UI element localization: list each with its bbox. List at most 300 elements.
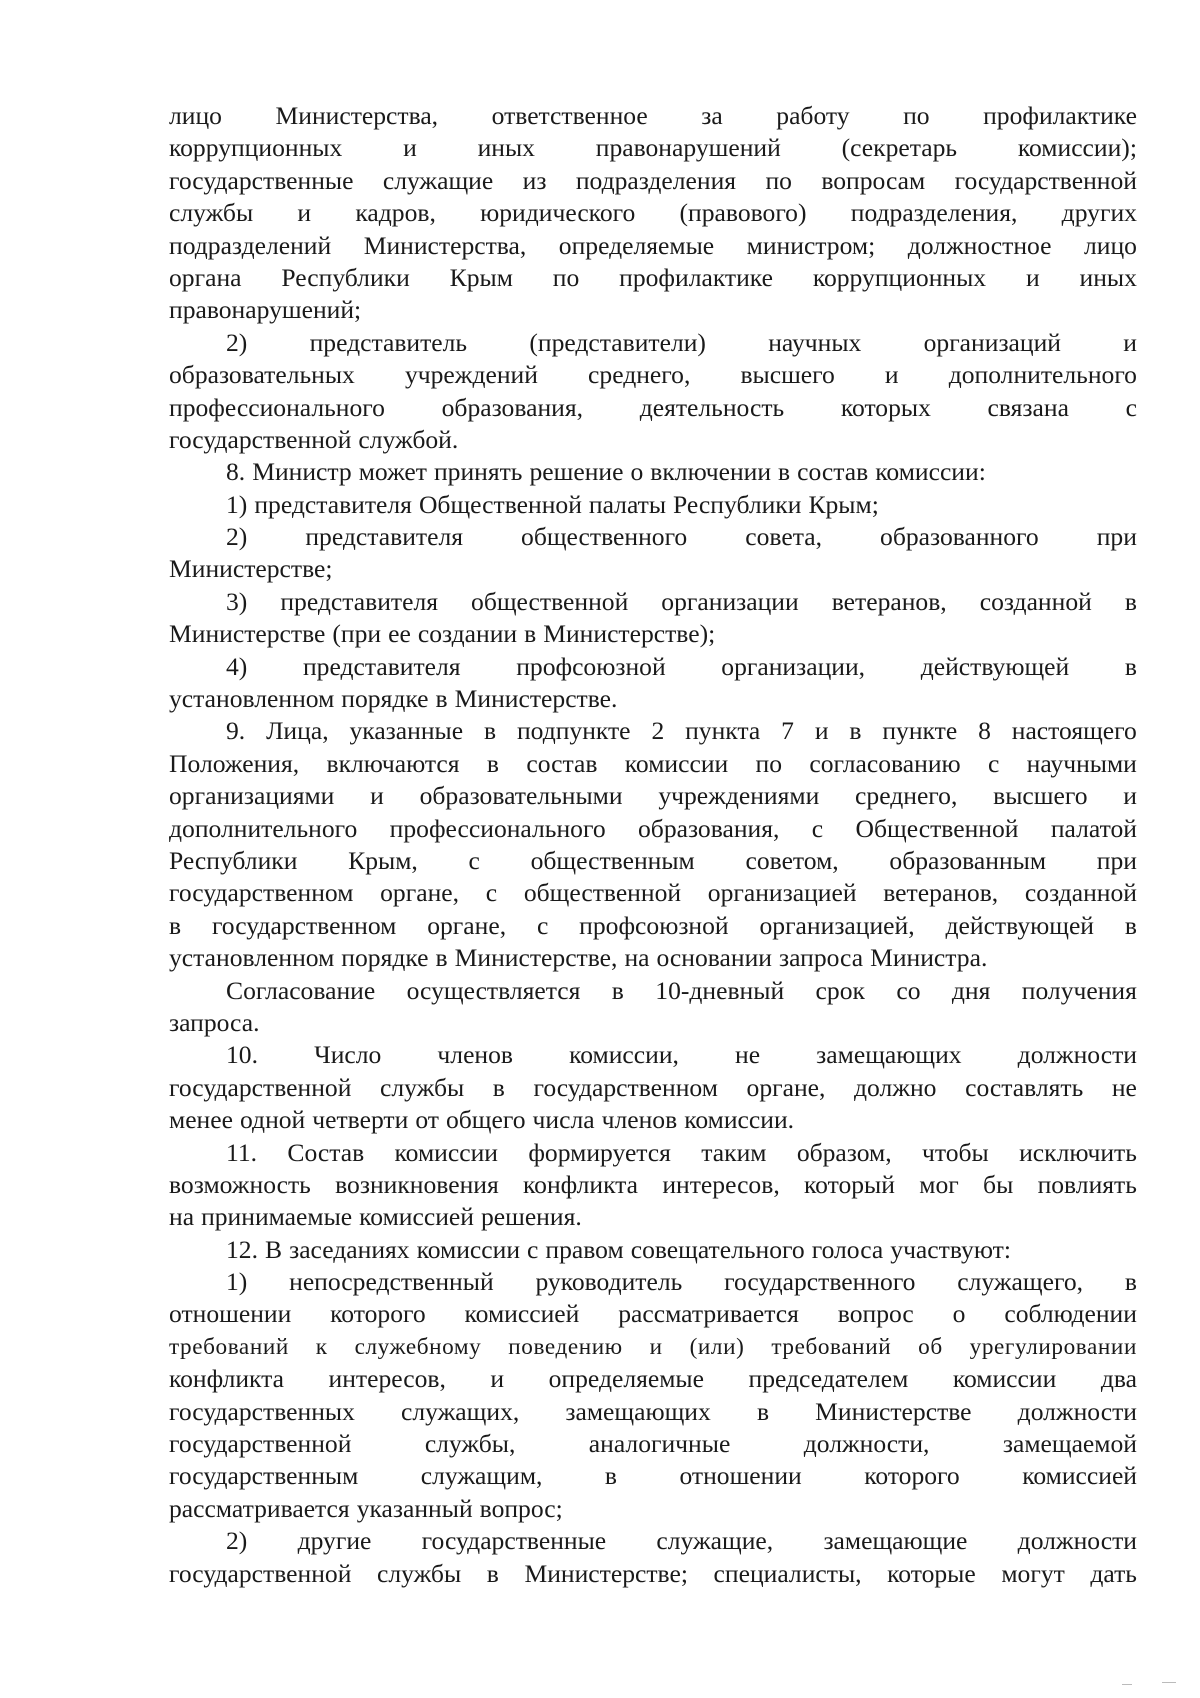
word: которые	[887, 1558, 976, 1588]
word: Республики	[281, 262, 410, 292]
word: другие	[297, 1526, 372, 1556]
word: органе,	[380, 878, 460, 908]
text-line	[169, 165, 1137, 197]
word: организаций	[923, 327, 1061, 357]
word: Министр	[252, 457, 352, 487]
word: лицо	[169, 101, 222, 130]
word: государственной	[169, 1429, 352, 1459]
text-line	[169, 942, 1137, 974]
word: Общественной	[418, 489, 582, 519]
word: организацией	[707, 878, 857, 908]
word: состав	[797, 457, 869, 487]
word: со	[896, 975, 921, 1005]
word: профессионального	[169, 392, 385, 422]
word: конфликта	[169, 1364, 284, 1394]
word: пункта	[685, 716, 761, 746]
word: к	[315, 1333, 328, 1360]
word: служебному	[354, 1333, 482, 1360]
word: научных	[768, 327, 862, 357]
word: должности	[1017, 1396, 1137, 1426]
word: подразделений	[169, 230, 332, 260]
text-line	[169, 618, 1137, 650]
word: и	[884, 360, 899, 390]
word: организации	[661, 586, 799, 616]
word: о	[630, 457, 644, 487]
word: которого	[864, 1461, 960, 1491]
word: государственной	[169, 1558, 352, 1588]
word: решение	[529, 457, 624, 487]
word: формируется	[528, 1137, 671, 1167]
word: иных	[477, 133, 535, 163]
word: созданной	[1024, 878, 1137, 908]
word: Министерстве;	[524, 1558, 688, 1588]
word: совещательного	[630, 1234, 805, 1264]
word: коррупционных	[169, 133, 343, 163]
word: комиссии,	[569, 1040, 679, 1070]
word: с	[536, 910, 549, 940]
text-line	[169, 975, 1137, 1007]
text-line	[169, 877, 1137, 909]
word: который	[804, 1169, 895, 1199]
word: голоса	[811, 1234, 884, 1264]
word: состав	[526, 748, 598, 778]
text-line	[169, 1266, 1137, 1298]
word: в	[169, 910, 182, 940]
text-line	[169, 910, 1137, 942]
word: работу	[776, 101, 850, 130]
word: с	[527, 1234, 539, 1264]
word: служащих,	[401, 1396, 520, 1426]
word: правом	[545, 1234, 624, 1264]
word: Министерстве);	[543, 619, 716, 649]
text-line	[169, 1104, 1137, 1136]
word: В	[265, 1234, 283, 1264]
word: составлять	[965, 1072, 1084, 1102]
word: 2)	[226, 1526, 248, 1556]
word: дня	[951, 975, 991, 1005]
word: в	[756, 1396, 770, 1426]
word: организациями	[169, 781, 335, 811]
word: и	[1123, 781, 1137, 811]
word: (или)	[689, 1333, 745, 1360]
word: комиссией	[359, 1202, 474, 1232]
word: не	[1111, 1072, 1137, 1102]
word: по	[903, 101, 930, 130]
word: Министерстве;	[169, 554, 333, 584]
word: указанные	[349, 716, 464, 746]
word: комиссии	[624, 748, 729, 778]
word: среднего,	[588, 360, 691, 390]
word: ветеранов,	[883, 878, 999, 908]
word: высшего	[993, 781, 1088, 811]
word: в	[1124, 910, 1137, 940]
word: на	[624, 943, 650, 973]
word: 4)	[226, 651, 248, 681]
word: юридического	[480, 198, 636, 228]
word: 8.	[226, 457, 246, 487]
word: палатой	[1050, 813, 1137, 843]
word: представителя	[280, 586, 438, 616]
word: совета,	[745, 522, 822, 552]
word: на	[169, 1202, 195, 1232]
word: профсоюзной	[579, 910, 729, 940]
word: кадров,	[355, 198, 436, 228]
text-line	[169, 392, 1137, 424]
word: Министерства,	[363, 230, 527, 260]
word: 2	[651, 716, 665, 746]
word: государственной	[169, 424, 352, 454]
word: Общественной	[855, 813, 1019, 843]
word: замещающих	[565, 1396, 711, 1426]
word: комиссии.	[684, 1105, 795, 1135]
word: требований	[169, 1333, 289, 1360]
word: получения	[1021, 975, 1137, 1005]
word: ответственное	[491, 101, 648, 130]
word: служащие,	[656, 1526, 774, 1556]
text-line	[169, 1234, 1137, 1266]
word: председателем	[748, 1364, 909, 1394]
word: определяемые	[558, 230, 715, 260]
word: коррупционных	[812, 262, 987, 292]
word: осуществляется	[406, 975, 581, 1005]
word: (секретарь	[841, 133, 958, 163]
word: вопрос;	[479, 1493, 563, 1523]
word: профессионального	[389, 813, 606, 843]
word: в	[435, 684, 448, 714]
text-line	[169, 1298, 1137, 1330]
word: отношении	[169, 1299, 292, 1329]
word: в	[604, 1461, 617, 1491]
word: включении	[650, 457, 772, 487]
word: должно	[854, 1072, 937, 1102]
word: комиссией	[464, 1299, 580, 1329]
word: государственные	[169, 165, 354, 195]
word: возникновения	[335, 1169, 499, 1199]
word: иных	[1079, 262, 1137, 292]
text-line	[169, 359, 1137, 391]
word: мог	[919, 1169, 959, 1199]
word: руководитель	[535, 1267, 683, 1297]
word: принять	[433, 457, 523, 487]
word: 1)	[226, 489, 248, 519]
word: исключить	[1019, 1137, 1137, 1167]
word: представителя	[254, 489, 412, 519]
word: согласованию	[809, 748, 961, 778]
word: ее	[388, 619, 411, 649]
text-line	[169, 327, 1137, 359]
word: связана	[987, 392, 1069, 422]
word: Республики	[673, 489, 802, 519]
word: образованного	[880, 522, 1039, 552]
word: комиссии	[952, 1364, 1057, 1394]
word: образовательных	[169, 360, 355, 390]
word: лицо	[1084, 230, 1137, 260]
word: включаются	[326, 748, 460, 778]
word: ветеранов,	[831, 586, 947, 616]
word: по	[552, 262, 580, 292]
word: среднего,	[855, 781, 958, 811]
word: определяемые	[548, 1364, 704, 1394]
text-line	[169, 1363, 1137, 1395]
word: с	[987, 748, 1000, 778]
word: (представители)	[529, 327, 706, 357]
word: советом,	[745, 845, 839, 875]
word: комиссией	[1022, 1461, 1137, 1491]
word: государственных	[169, 1396, 355, 1426]
word: указанный	[356, 1493, 473, 1523]
word: замещающих	[816, 1040, 962, 1070]
word: общественной	[471, 586, 629, 616]
word: государственном	[169, 878, 354, 908]
text-line	[169, 456, 1137, 488]
word: таким	[701, 1137, 767, 1167]
text-line	[169, 1396, 1137, 1428]
word: (при	[332, 619, 382, 649]
word: членов	[601, 1105, 678, 1135]
word: Крым	[449, 262, 513, 292]
word: дополнительного	[948, 360, 1137, 390]
word: правонарушений;	[169, 295, 362, 325]
text-line	[169, 1331, 1137, 1363]
word: в	[1124, 586, 1137, 616]
text-line	[169, 1201, 1137, 1233]
word: служащего,	[957, 1267, 1084, 1297]
word: образованным	[889, 845, 1047, 875]
word: 8	[978, 716, 991, 746]
word: учреждений	[404, 360, 538, 390]
word: профилактике	[619, 262, 773, 292]
word: 3)	[226, 586, 248, 616]
word: соблюдении	[1004, 1299, 1137, 1329]
word: повлиять	[1037, 1169, 1137, 1199]
word: по	[755, 748, 783, 778]
word: 1)	[226, 1267, 248, 1297]
word: образовательными	[419, 781, 623, 811]
word: пункте	[882, 716, 958, 746]
word: в	[778, 457, 791, 487]
text-line	[169, 1169, 1137, 1201]
word: принимаемые	[201, 1202, 353, 1232]
word: Министерства,	[275, 101, 439, 130]
word: учреждениями	[658, 781, 820, 811]
word: запроса	[778, 943, 864, 973]
word: два	[1100, 1364, 1137, 1394]
word: государственным	[169, 1461, 359, 1491]
text-line	[169, 230, 1137, 262]
word: созданной	[979, 586, 1092, 616]
text-line	[169, 683, 1137, 715]
word: в	[1124, 1267, 1137, 1297]
word: и	[403, 133, 417, 163]
word: Республики	[169, 845, 298, 875]
word: рассматривается	[618, 1299, 799, 1329]
word: непосредственный	[289, 1267, 494, 1297]
word: комиссии	[394, 1137, 498, 1167]
word: 2)	[226, 327, 248, 357]
word: решения.	[480, 1202, 582, 1232]
text-line	[169, 1493, 1137, 1525]
word: общественным	[530, 845, 695, 875]
text-line	[169, 197, 1137, 229]
word: числа	[532, 1105, 595, 1135]
word: 2)	[226, 522, 248, 552]
word: научными	[1026, 748, 1137, 778]
word: государственные	[421, 1526, 607, 1556]
text-line	[169, 1428, 1137, 1460]
word: отношении	[679, 1461, 802, 1491]
word: и	[1123, 327, 1137, 357]
word: и	[1025, 262, 1040, 292]
text-line	[169, 553, 1137, 585]
word: в	[611, 975, 624, 1005]
scan-artifact	[1122, 1684, 1132, 1685]
word: за	[701, 101, 723, 130]
word: основании	[656, 943, 772, 973]
word: (правового)	[679, 198, 807, 228]
word: Министерстве	[815, 1396, 972, 1426]
text-line	[169, 748, 1137, 780]
word: в	[524, 619, 537, 649]
word: Министерстве	[169, 619, 326, 649]
word: подразделения,	[850, 198, 1018, 228]
word: деятельность	[639, 392, 785, 422]
word: служащие	[382, 165, 494, 195]
word: настоящего	[1011, 716, 1137, 746]
word: заседаниях	[289, 1234, 410, 1264]
word: государственного	[724, 1267, 916, 1297]
text-line	[169, 586, 1137, 618]
word: из	[522, 165, 547, 195]
word: органе,	[427, 910, 507, 940]
word: комиссии:	[875, 457, 986, 487]
word: интересов,	[328, 1364, 446, 1394]
text-line	[169, 715, 1137, 747]
word: Крым,	[348, 845, 418, 875]
word: установленном	[169, 684, 335, 714]
word: специалисты,	[713, 1558, 862, 1588]
word: при	[1096, 522, 1137, 552]
text-line	[169, 780, 1137, 812]
word: организации,	[721, 651, 866, 681]
word: Лица,	[266, 716, 329, 746]
word: должностное	[907, 230, 1052, 260]
word: общественного	[521, 522, 688, 552]
word: службы,	[424, 1429, 516, 1459]
text-line	[169, 521, 1137, 553]
word: Министра.	[870, 943, 988, 973]
word: общего	[445, 1105, 526, 1135]
word: в	[486, 1558, 499, 1588]
text-line	[169, 1525, 1137, 1557]
word: с	[1125, 392, 1137, 422]
document-page	[169, 100, 1137, 1590]
word: вопросам	[821, 165, 926, 195]
word: могут	[1001, 1558, 1065, 1588]
word: организацией,	[759, 910, 915, 940]
word: государственной	[954, 165, 1137, 195]
word: от	[415, 1105, 439, 1135]
word: высшего	[740, 360, 835, 390]
word: об	[918, 1333, 943, 1360]
word: при	[1096, 845, 1137, 875]
word: в	[486, 748, 499, 778]
word: в	[435, 943, 448, 973]
word: требований	[771, 1333, 892, 1360]
word: с	[811, 813, 824, 843]
word: в	[1124, 651, 1137, 681]
word: с	[468, 845, 480, 875]
word: с	[485, 878, 498, 908]
word: министром;	[746, 230, 876, 260]
text-line	[169, 489, 1137, 521]
word: и	[814, 716, 829, 746]
word: 11.	[226, 1137, 258, 1167]
scan-artifact	[1162, 1682, 1176, 1683]
word: 10-дневный	[655, 975, 785, 1005]
word: которых	[840, 392, 931, 422]
word: установленном	[169, 943, 335, 973]
word: которого	[330, 1299, 426, 1329]
word: службы	[169, 198, 254, 228]
word: общественной	[523, 878, 682, 908]
text-line	[169, 1072, 1137, 1104]
text-line	[169, 813, 1137, 845]
word: представителя	[302, 651, 461, 681]
word: Число	[314, 1040, 382, 1070]
word: бы	[983, 1169, 1014, 1199]
word: аналогичные	[588, 1429, 731, 1459]
word: органа	[169, 262, 242, 292]
word: рассматривается	[169, 1493, 350, 1523]
word: одной	[239, 1105, 306, 1135]
word: о	[952, 1299, 966, 1329]
text-line	[169, 1007, 1137, 1039]
word: 9.	[226, 716, 246, 746]
word: поведению	[508, 1333, 623, 1360]
word: комиссии);	[1017, 133, 1137, 163]
text-line	[169, 262, 1137, 294]
word: интересов,	[662, 1169, 780, 1199]
word: и	[370, 781, 384, 811]
word: порядке	[341, 684, 429, 714]
word: дать	[1090, 1558, 1137, 1588]
word: служащим,	[420, 1461, 543, 1491]
word: в	[849, 716, 862, 746]
text-line	[169, 845, 1137, 877]
word: замещающие	[823, 1526, 968, 1556]
word: конфликта	[523, 1169, 639, 1199]
word: четверти	[312, 1105, 409, 1135]
text-line	[169, 651, 1137, 683]
word: в	[483, 716, 497, 746]
word: Состав	[287, 1137, 365, 1167]
word: может	[358, 457, 427, 487]
word: урегулировании	[969, 1333, 1137, 1360]
word: должности	[1017, 1040, 1137, 1070]
word: службы	[377, 1558, 462, 1588]
word: профилактике	[983, 101, 1137, 130]
word: порядке	[341, 943, 429, 973]
word: профсоюзной	[516, 651, 666, 681]
word: других	[1061, 198, 1137, 228]
word: службы	[380, 1072, 465, 1102]
word: государственной	[169, 1072, 352, 1102]
word: 10.	[226, 1040, 258, 1070]
word: чтобы	[922, 1137, 989, 1167]
word: органе,	[746, 1072, 826, 1102]
word: подразделения	[575, 165, 737, 195]
text-line	[169, 294, 1137, 326]
